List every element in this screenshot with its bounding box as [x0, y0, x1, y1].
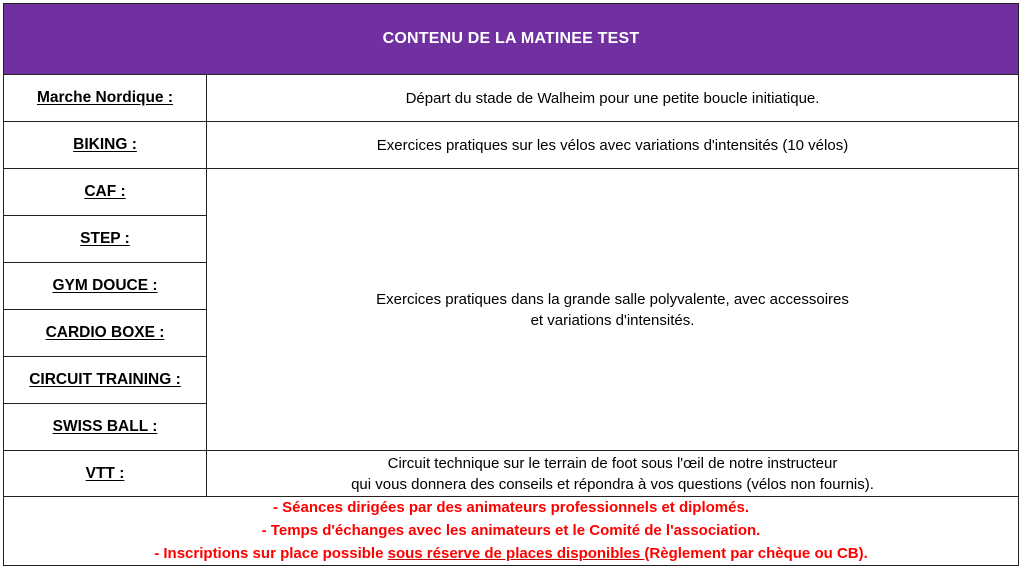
label-caf: CAF : — [4, 169, 207, 216]
label-gym-douce: GYM DOUCE : — [4, 263, 207, 310]
label-circuit-training: CIRCUIT TRAINING : — [4, 357, 207, 404]
label-swiss-ball: SWISS BALL : — [4, 404, 207, 451]
description-marche-nordique — [207, 75, 1018, 122]
note-line-1: - Séances dirigées par des animateurs professionnels et diplomés. — [272, 499, 749, 516]
label-marche-nordique: Marche Nordique : — [4, 75, 207, 122]
description-line: Exercices pratiques sur les vélos avec variations d'intensités (10 vélos) — [376, 136, 849, 154]
description-vtt — [207, 451, 1018, 497]
label-cardio-boxe: CARDIO BOXE : — [4, 310, 207, 357]
note-line-3-suffix: (Règlement par chèque ou CB). — [644, 545, 868, 562]
label-vtt: VTT : — [4, 451, 207, 497]
note-line-3-underlined: sous réserve de places disponibles — [387, 545, 645, 562]
description-line: Circuit technique sur le terrain de foot sous l'œil de notre instructeur — [387, 454, 838, 472]
note-line-2: - Temps d'échanges avec les animateurs et le Comité de l'association. — [261, 522, 761, 539]
note-line-3-prefix: - Inscriptions sur place possible — [154, 545, 388, 562]
activity-table — [3, 3, 1019, 566]
description-line: Exercices pratiques dans la grande salle polyvalente, avec accessoires — [376, 290, 849, 308]
description-line: et variations d'intensités. — [530, 311, 695, 329]
note-line-3 — [154, 542, 868, 565]
description-line: Départ du stade de Walheim pour une petite boucle initiatique. — [405, 89, 820, 107]
footer-notes — [4, 496, 1018, 565]
table-title: CONTENU DE LA MATINEE TEST — [4, 4, 1018, 75]
description-biking — [207, 122, 1018, 169]
description-line: qui vous donnera des conseils et répondra à vos questions (vélos non fournis). — [351, 475, 874, 493]
label-biking: BIKING : — [4, 122, 207, 169]
label-step: STEP : — [4, 216, 207, 263]
description-salle-polyvalente — [207, 169, 1018, 451]
